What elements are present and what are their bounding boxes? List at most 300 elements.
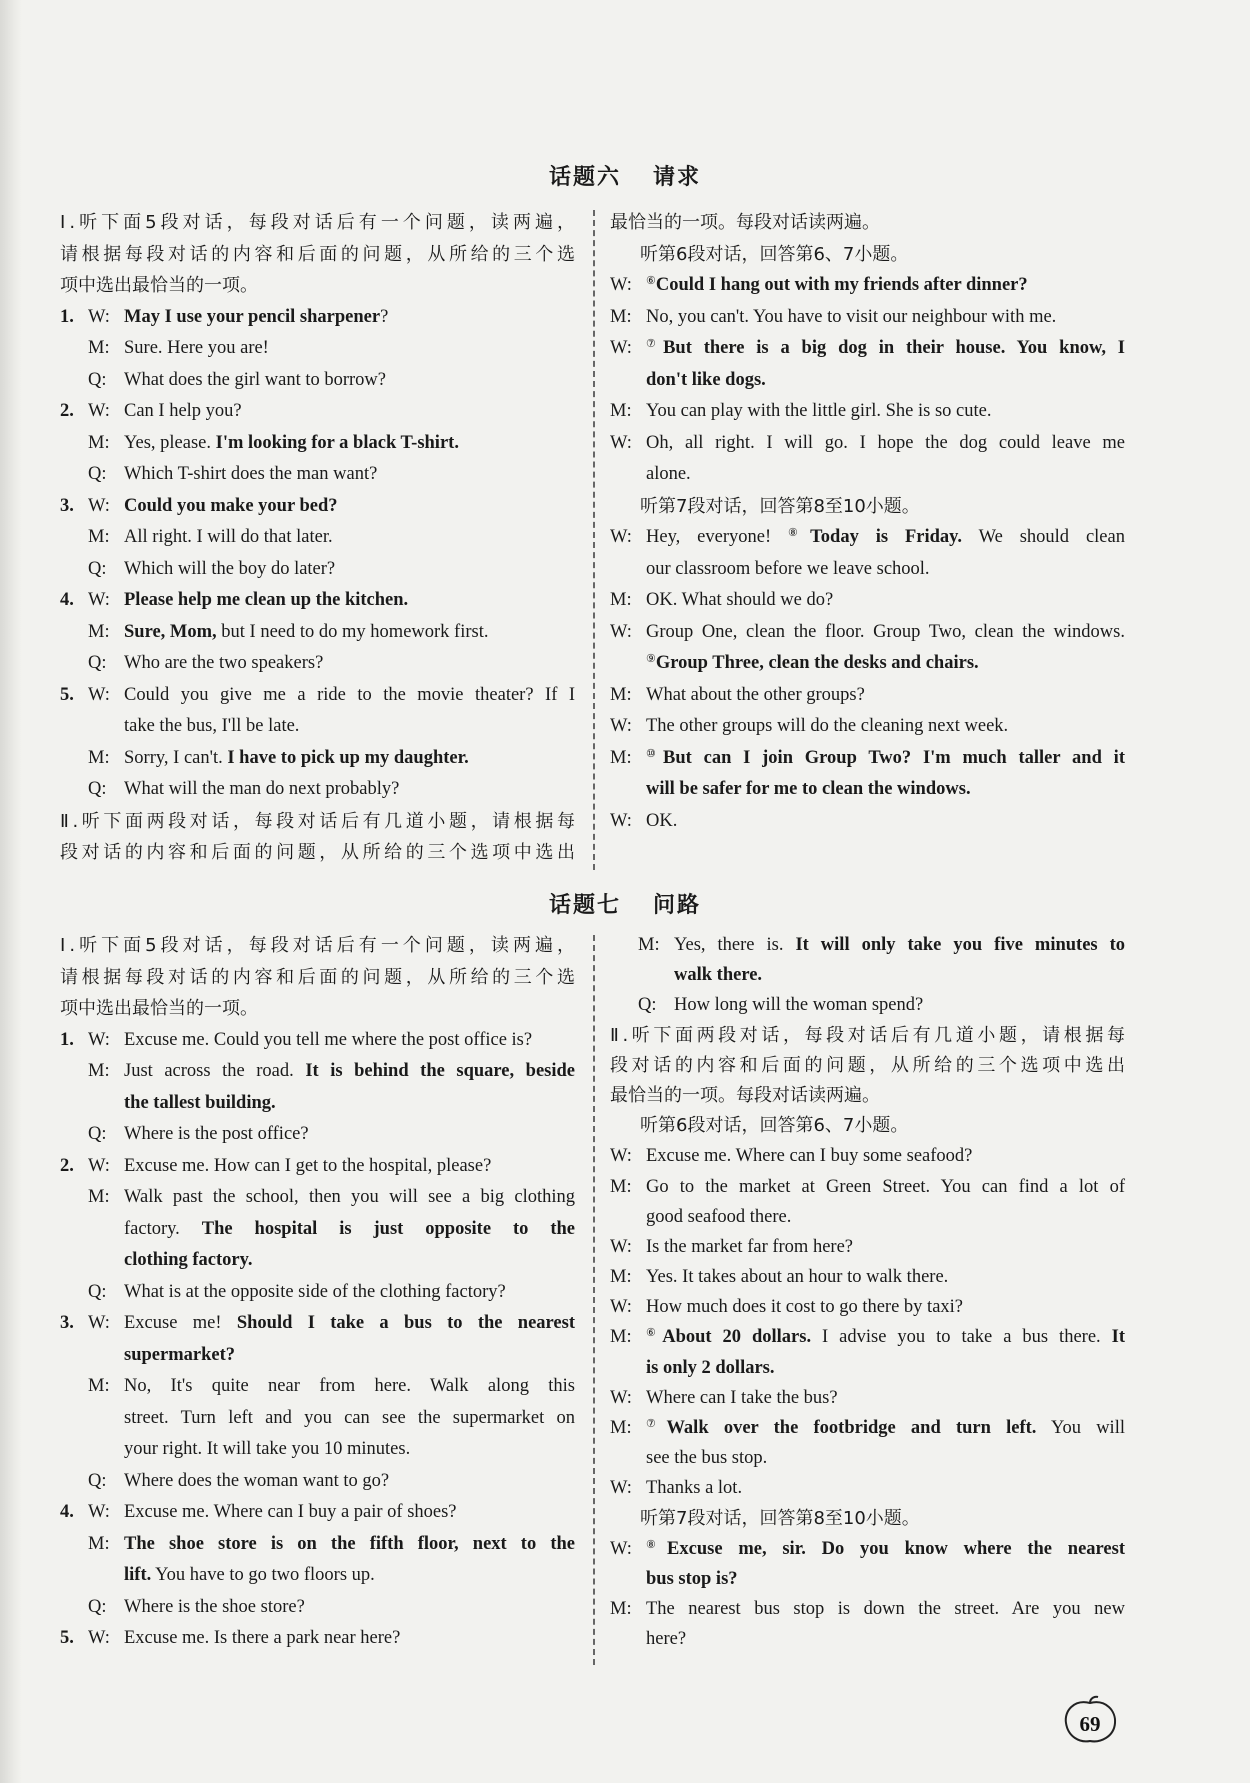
text-line — [610, 554, 1125, 586]
page-number: 69 — [1079, 1712, 1101, 1736]
line-text — [646, 1262, 1125, 1292]
dialogue-text: Excuse me. Where can I buy a pair of shoes? — [124, 1502, 457, 1522]
dialogue-text: 请根据每段对话的内容和后面的问题，从所给的三个选 — [60, 243, 575, 265]
speaker-label: M: — [88, 432, 110, 453]
dialogue-text: Where is the post office? — [124, 1124, 309, 1144]
dialogue-text: Which will the boy do later? — [124, 558, 336, 579]
text-line — [610, 1624, 1125, 1654]
speaker-label: W: — [88, 495, 110, 516]
dialogue-text: 项中选出最恰当的一项。 — [60, 275, 258, 296]
dialogue-text: No, It's quite near from here. Walk along this — [124, 1376, 575, 1396]
text-line — [610, 1232, 1125, 1262]
text-line — [60, 428, 575, 460]
speaker-label: Q: — [88, 653, 107, 673]
speaker-label: Q: — [88, 1470, 107, 1491]
line-text — [124, 1340, 575, 1372]
speaker-label: W: — [88, 1155, 110, 1176]
line-text — [60, 837, 575, 869]
topic-6-right-column — [610, 207, 1125, 837]
text-line — [610, 1564, 1125, 1594]
speaker-label: W: — [610, 1478, 632, 1499]
line-text — [60, 270, 575, 302]
line-text — [124, 365, 575, 397]
text-line — [60, 554, 575, 586]
line-text — [646, 774, 1125, 806]
line-text — [124, 522, 575, 554]
speaker-label: M: — [610, 590, 632, 610]
text-line — [610, 1413, 1125, 1443]
question-marker: ⑦ — [646, 338, 664, 350]
text-line — [610, 1081, 1125, 1111]
key-answer-text: will be safer for me to clean the windows. — [646, 779, 971, 799]
dialogue-text: Walk past the school, then you will see a big clothing — [124, 1187, 575, 1207]
dialogue-text: 听第6段对话，回答第6、7小题。 — [640, 1115, 909, 1137]
text-line — [60, 1403, 575, 1435]
text-line — [610, 1111, 1125, 1141]
text-line — [60, 1560, 575, 1592]
text-line — [60, 743, 575, 775]
line-text — [124, 1214, 575, 1246]
dialogue-text: Where does the woman want to go? — [124, 1470, 390, 1491]
speaker-label: W: — [610, 1387, 632, 1408]
text-line — [60, 1371, 575, 1403]
line-text — [124, 1371, 575, 1403]
text-line — [610, 459, 1125, 491]
speaker-label: M: — [88, 527, 110, 547]
dialogue-text: What does the girl want to borrow? — [124, 369, 387, 390]
item-number: 3. — [60, 495, 74, 516]
text-line — [610, 743, 1125, 775]
line-text — [124, 428, 575, 460]
text-line — [610, 1473, 1125, 1503]
dialogue-text: Ⅰ.听下面5段对话，每段对话后有一个问题，读两遍， — [60, 212, 575, 233]
key-answer-text: clothing factory. — [124, 1250, 253, 1270]
text-line — [60, 239, 575, 271]
text-line — [610, 239, 1125, 271]
line-text — [646, 806, 1125, 838]
line-text — [124, 774, 575, 806]
line-text — [124, 743, 575, 775]
dialogue-text: our classroom before we leave school. — [646, 558, 930, 579]
dialogue-text: your right. It will take you 10 minutes. — [124, 1439, 411, 1459]
text-line — [610, 617, 1125, 649]
dialogue-text: Yes, please. — [124, 432, 216, 453]
text-line — [610, 648, 1125, 680]
speaker-label: W: — [610, 1236, 632, 1257]
line-text — [646, 1322, 1125, 1352]
speaker-label: W: — [88, 1502, 110, 1522]
dialogue-text: Sure. Here you are! — [124, 338, 269, 358]
dialogue-text: Could you give me a ride to the movie theater? If I — [124, 684, 575, 705]
line-text — [646, 1292, 1125, 1322]
line-text — [124, 1434, 575, 1466]
line-text — [640, 491, 1125, 523]
line-text — [60, 930, 575, 962]
text-line — [60, 930, 575, 962]
text-line — [60, 491, 575, 523]
line-text — [124, 1056, 575, 1088]
text-line — [610, 1534, 1125, 1564]
line-text — [646, 1202, 1125, 1232]
dialogue-text: 听第7段对话，回答第8至10小题。 — [640, 495, 920, 517]
dialogue-text: 段对话的内容和后面的问题，从所给的三个选项中选出 — [610, 1054, 1125, 1076]
dialogue-text: I advise you to take a bus there. — [811, 1327, 1112, 1348]
speaker-label: W: — [88, 590, 110, 610]
text-line — [610, 1353, 1125, 1383]
line-text — [124, 302, 575, 334]
line-text — [124, 1119, 575, 1151]
speaker-label: M: — [610, 747, 632, 768]
text-line — [610, 428, 1125, 460]
key-answer-text: But can I join Group Two? I'm much taller and it — [663, 747, 1125, 768]
line-text — [124, 1466, 575, 1498]
topic-7-left-column — [60, 930, 575, 1655]
question-marker: ⑧ — [788, 527, 811, 539]
line-text — [646, 1172, 1125, 1202]
line-text — [124, 648, 575, 680]
speaker-label: W: — [88, 1029, 110, 1050]
key-answer-text: I'm looking for a black T-shirt. — [215, 432, 459, 453]
line-text — [610, 1081, 1125, 1111]
key-answer-text: lift. — [124, 1565, 152, 1585]
speaker-label: W: — [610, 1146, 632, 1167]
dialogue-text: Who are the two speakers? — [124, 653, 324, 673]
line-text — [124, 1088, 575, 1120]
speaker-label: Q: — [88, 558, 107, 579]
speaker-label: M: — [88, 1061, 110, 1081]
line-text — [124, 1529, 575, 1561]
speaker-label: W: — [610, 275, 632, 295]
text-line — [610, 990, 1125, 1020]
line-text — [124, 1151, 575, 1183]
line-text — [610, 207, 1125, 239]
text-line — [60, 1592, 575, 1624]
text-line — [610, 1051, 1125, 1081]
dialogue-text: You can play with the little girl. She is so cute. — [646, 401, 992, 421]
text-line — [60, 365, 575, 397]
item-number: 2. — [60, 1155, 74, 1176]
topic-7-right-column — [610, 930, 1125, 1655]
text-line — [60, 1529, 575, 1561]
speaker-label: W: — [610, 527, 632, 547]
text-line — [60, 1308, 575, 1340]
key-answer-text: But there is a big dog in their house. You know, I — [663, 338, 1125, 358]
line-text — [646, 1473, 1125, 1503]
line-text — [124, 1277, 575, 1309]
speaker-label: W: — [88, 306, 110, 327]
line-text — [124, 491, 575, 523]
line-text — [124, 1025, 575, 1057]
item-number: 1. — [60, 1029, 74, 1050]
topic-7-title-b: 问路 — [653, 892, 702, 918]
dialogue-text: What will the man do next probably? — [124, 779, 400, 799]
question-marker: ⑦ — [646, 1418, 667, 1430]
dialogue-text: Thanks a lot. — [646, 1478, 743, 1499]
line-text — [124, 1560, 575, 1592]
key-answer-text: Could you make your bed? — [124, 495, 338, 516]
text-line — [610, 1292, 1125, 1322]
question-marker: ⑧ — [646, 1538, 668, 1551]
text-line — [610, 1322, 1125, 1352]
line-text — [646, 585, 1125, 617]
key-answer-text: Today is Friday. — [810, 527, 963, 547]
line-text — [646, 396, 1125, 428]
line-text — [674, 930, 1125, 960]
speaker-label: Q: — [88, 464, 107, 484]
text-line — [60, 1340, 575, 1372]
text-line — [610, 1443, 1125, 1473]
text-line — [60, 396, 575, 428]
key-answer-text: I have to pick up my daughter. — [227, 747, 469, 768]
text-line — [610, 1141, 1125, 1171]
text-line — [60, 1119, 575, 1151]
key-answer-text: Should I take a bus to the nearest — [236, 1313, 576, 1333]
line-text — [646, 743, 1125, 775]
text-line — [60, 522, 575, 554]
dialogue-text: Is the market far from here? — [646, 1236, 853, 1257]
line-text — [124, 333, 575, 365]
speaker-label: M: — [610, 1267, 632, 1288]
line-text — [646, 522, 1125, 554]
dialogue-text: but I need to do my homework first. — [216, 621, 489, 642]
line-text — [124, 554, 575, 586]
text-line — [610, 1021, 1125, 1051]
line-text — [646, 1534, 1125, 1564]
dialogue-text: Where is the shoe store? — [124, 1596, 305, 1617]
key-answer-text: bus stop is? — [646, 1568, 738, 1589]
dialogue-text: take the bus, I'll be late. — [124, 716, 300, 736]
line-text — [124, 1403, 575, 1435]
text-line — [60, 648, 575, 680]
text-line — [610, 1262, 1125, 1292]
line-text — [646, 1594, 1125, 1624]
line-text — [60, 806, 575, 838]
speaker-label: Q: — [638, 995, 657, 1016]
line-text — [124, 1592, 575, 1624]
speaker-label: M: — [610, 306, 632, 327]
line-text — [124, 1182, 575, 1214]
dialogue-text: The other groups will do the cleaning next week. — [646, 716, 1009, 736]
speaker-label: M: — [610, 684, 632, 705]
item-number: 2. — [60, 401, 74, 421]
dialogue-text: 最恰当的一项。每段对话读两遍。 — [610, 212, 880, 233]
line-text — [640, 1504, 1125, 1534]
item-number: 4. — [60, 590, 74, 610]
dialogue-text: No, you can't. You have to visit our neighbour with me. — [646, 306, 1057, 327]
text-line — [610, 1504, 1125, 1534]
speaker-label: W: — [610, 810, 632, 831]
dialogue-text: The nearest bus stop is down the street. Are you new — [646, 1599, 1125, 1620]
speaker-label: M: — [88, 621, 110, 642]
key-answer-text: Walk over the footbridge and turn left. — [666, 1418, 1037, 1438]
key-answer-text: Could I hang out with my friends after dinner? — [655, 275, 1028, 295]
line-text — [646, 1564, 1125, 1594]
line-text — [610, 1051, 1125, 1081]
line-text — [646, 1443, 1125, 1473]
line-text — [646, 428, 1125, 460]
line-text — [646, 302, 1125, 334]
line-text — [646, 459, 1125, 491]
line-text — [646, 270, 1125, 302]
line-text — [646, 617, 1125, 649]
text-line — [60, 993, 575, 1025]
line-text — [646, 648, 1125, 680]
key-answer-text: the tallest building. — [124, 1092, 276, 1113]
dialogue-text: Which T-shirt does the man want? — [124, 464, 378, 484]
dialogue-text: Where can I take the bus? — [646, 1387, 838, 1408]
text-line — [60, 1088, 575, 1120]
speaker-label: W: — [610, 1297, 632, 1318]
line-text — [674, 960, 1125, 990]
dialogue-text: Sorry, I can't. — [124, 747, 228, 768]
text-line — [60, 1245, 575, 1277]
speaker-label: M: — [88, 1376, 110, 1396]
key-answer-text: Group Three, clean the desks and chairs. — [655, 653, 979, 673]
item-number: 4. — [60, 1502, 74, 1522]
dialogue-text: Can I help you? — [124, 401, 242, 421]
dialogue-text: see the bus stop. — [646, 1448, 768, 1469]
text-line — [60, 680, 575, 712]
question-marker: ⑥ — [646, 275, 656, 287]
dialogue-text: Excuse me. Could you tell me where the post office is? — [124, 1029, 533, 1050]
question-marker: ⑩ — [646, 747, 664, 760]
dialogue-text: factory. — [124, 1218, 202, 1239]
dialogue-text: 段对话的内容和后面的问题，从所给的三个选项中选出 — [60, 842, 575, 863]
text-line — [60, 1277, 575, 1309]
key-answer-text: It will only take you five minutes to — [795, 935, 1126, 955]
dialogue-text: 听第7段对话，回答第8至10小题。 — [640, 1507, 920, 1529]
dialogue-text: OK. — [646, 810, 678, 831]
speaker-label: M: — [610, 1418, 632, 1438]
speaker-label: Q: — [88, 779, 107, 799]
speaker-label: W: — [610, 1538, 632, 1559]
column-divider — [593, 935, 595, 1665]
dialogue-text: All right. I will do that later. — [124, 527, 333, 547]
dialogue-text: here? — [646, 1629, 687, 1650]
item-number: 1. — [60, 306, 74, 327]
dialogue-text: Oh, all right. I will go. I hope the dog could leave me — [646, 432, 1125, 453]
text-line — [610, 960, 1125, 990]
dialogue-text: We should clean — [962, 527, 1125, 547]
text-line — [610, 930, 1125, 960]
speaker-label: M: — [610, 1327, 632, 1348]
text-line — [610, 396, 1125, 428]
dialogue-text: 项中选出最恰当的一项。 — [60, 998, 258, 1019]
speaker-label: W: — [610, 716, 632, 736]
speaker-label: W: — [610, 621, 632, 642]
speaker-label: W: — [88, 1313, 110, 1333]
key-answer-text: Sure, Mom, — [124, 621, 217, 642]
line-text — [646, 554, 1125, 586]
dialogue-text: street. Turn left and you can see the supermarket on — [124, 1407, 575, 1428]
dialogue-text: You will — [1036, 1418, 1125, 1438]
question-marker: ⑨ — [646, 653, 656, 665]
text-line — [60, 585, 575, 617]
dialogue-text: OK. What should we do? — [646, 590, 834, 610]
line-text — [646, 711, 1125, 743]
text-line — [60, 1214, 575, 1246]
speaker-label: M: — [88, 338, 110, 358]
dialogue-text: You have to go two floors up. — [151, 1565, 375, 1585]
text-line — [60, 617, 575, 649]
dialogue-text: Excuse me. Is there a park near here? — [124, 1628, 401, 1648]
text-line — [60, 1182, 575, 1214]
dialogue-text: How much does it cost to go there by taxi? — [646, 1297, 964, 1318]
line-text — [124, 617, 575, 649]
speaker-label: Q: — [88, 1124, 107, 1144]
text-line — [60, 837, 575, 869]
text-line — [610, 333, 1125, 365]
dialogue-text: What about the other groups? — [646, 684, 865, 705]
page-number-badge — [1060, 1695, 1120, 1745]
text-line — [60, 333, 575, 365]
text-line — [60, 1434, 575, 1466]
dialogue-text: How long will the woman spend? — [674, 995, 924, 1016]
key-answer-text: is only 2 dollars. — [646, 1357, 775, 1378]
dialogue-text: What is at the opposite side of the clothing factory? — [124, 1281, 506, 1302]
speaker-label: M: — [638, 935, 660, 955]
line-text — [646, 1624, 1125, 1654]
text-line — [610, 365, 1125, 397]
text-line — [60, 774, 575, 806]
line-text — [640, 239, 1125, 271]
text-line — [60, 1056, 575, 1088]
item-number: 3. — [60, 1313, 74, 1333]
speaker-label: M: — [88, 1533, 110, 1554]
speaker-label: M: — [610, 401, 632, 421]
line-text — [646, 680, 1125, 712]
topic-7-title-a: 话题七 — [548, 892, 621, 918]
text-line — [60, 207, 575, 239]
dialogue-text: 请根据每段对话的内容和后面的问题，从所给的三个选 — [60, 966, 575, 988]
speaker-label: W: — [88, 1628, 110, 1648]
line-text — [124, 1308, 575, 1340]
line-text — [124, 1497, 575, 1529]
text-line — [60, 806, 575, 838]
dialogue-text: Hey, everyone! — [646, 527, 789, 547]
dialogue-text: Excuse me. Where can I buy some seafood? — [646, 1146, 973, 1167]
line-text — [60, 993, 575, 1025]
dialogue-text: Ⅱ.听下面两段对话，每段对话后有几道小题，请根据每 — [60, 810, 575, 832]
line-text — [124, 1623, 575, 1655]
key-answer-text: May I use your pencil sharpener — [124, 306, 381, 327]
item-number: 5. — [60, 1628, 74, 1648]
key-answer-text: Excuse me, sir. Do you know where the nearest — [667, 1538, 1125, 1559]
key-answer-text: supermarket? — [124, 1344, 235, 1365]
key-answer-text: walk there. — [674, 965, 763, 986]
text-line — [60, 302, 575, 334]
text-line — [60, 1466, 575, 1498]
speaker-label: M: — [610, 1599, 632, 1620]
topic-6-left-column — [60, 207, 575, 869]
speaker-label: W: — [88, 401, 110, 421]
key-answer-text: The shoe store is on the fifth floor, next to the — [124, 1533, 575, 1554]
line-text — [124, 680, 575, 712]
line-text — [60, 962, 575, 994]
line-text — [646, 1232, 1125, 1262]
line-text — [124, 396, 575, 428]
dialogue-text: Excuse me. How can I get to the hospital, please? — [124, 1155, 492, 1176]
line-text — [646, 1353, 1125, 1383]
speaker-label: M: — [610, 1176, 632, 1197]
text-line — [60, 459, 575, 491]
text-line — [610, 774, 1125, 806]
dialogue-text: Ⅱ.听下面两段对话，每段对话后有几道小题，请根据每 — [610, 1024, 1125, 1046]
speaker-label: Q: — [88, 1596, 107, 1617]
dialogue-text: Yes, there is. — [674, 935, 796, 955]
line-text — [124, 1245, 575, 1277]
line-text — [646, 1141, 1125, 1171]
